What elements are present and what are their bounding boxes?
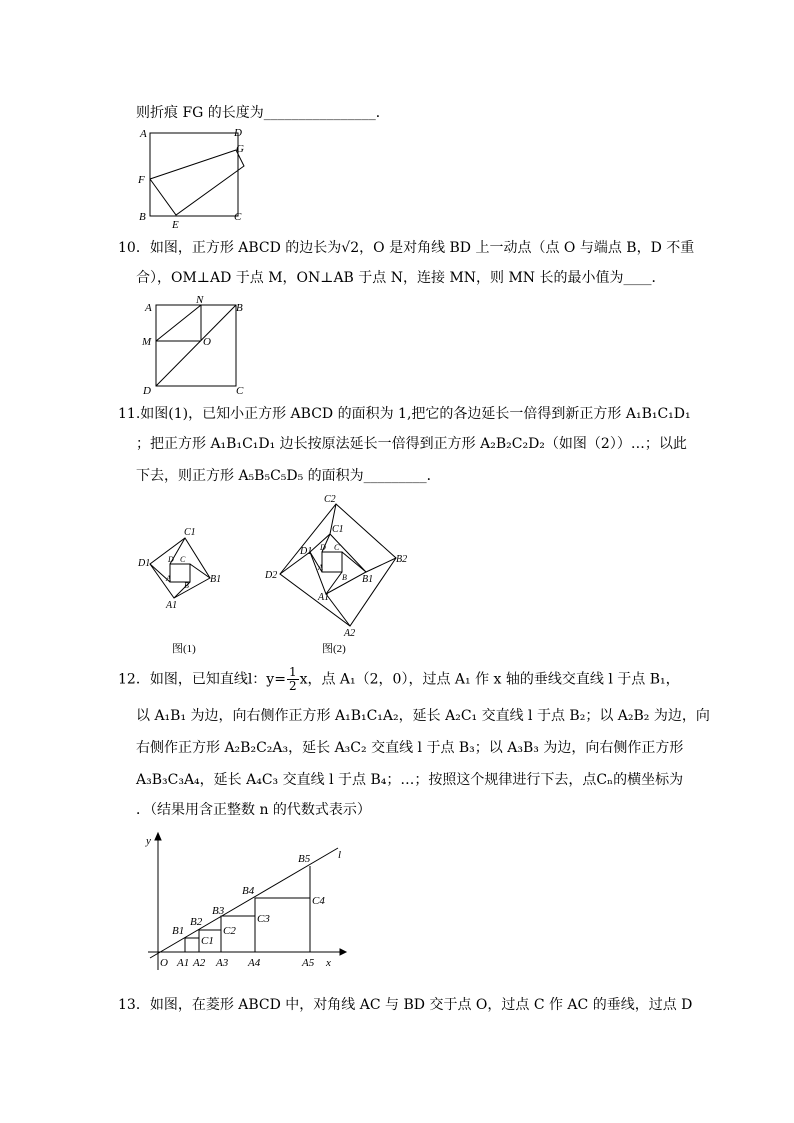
q10-diagonal-bd — [156, 305, 236, 386]
q10-label-o: O — [203, 336, 211, 348]
q11-caption-2: 图(2) — [322, 643, 346, 655]
q12-label-x: x — [326, 957, 331, 969]
q9-label-f: F — [138, 174, 145, 186]
q12-fraction-den: 2 — [288, 679, 297, 693]
q11-f2-label-b: B — [342, 573, 347, 582]
q10-label-b: B — [236, 302, 243, 314]
q11-f1-inner-square — [170, 564, 190, 582]
q11-caption-1: 图(1) — [172, 643, 196, 655]
q9-label-e: E — [172, 219, 179, 231]
q12-label-l: l — [338, 849, 342, 861]
q11-f1-label-a: A — [166, 574, 171, 583]
q11-f1-label-d: D — [168, 555, 174, 564]
q12-figure — [140, 830, 360, 975]
q12-label-a1: A1 — [177, 957, 190, 969]
q12-text-line2: 以 A₁B₁ 为边，向右侧作正方形 A₁B₁C₁A₂，延长 A₂C₁ 交直线 l 于点 B₂；以 A₂B₂ 为边，向 — [136, 708, 710, 724]
q11-f2-outer-square — [280, 504, 396, 626]
q11-f2-label-a2: A2 — [344, 628, 356, 639]
q12-label-c3: C3 — [257, 913, 270, 925]
q11-f2-label-d1: D1 — [300, 546, 313, 557]
q10-text-line2: 合），OM⊥AD 于点 M，ON⊥AB 于点 N，连接 MN，则 MN 长的最小值为____． — [136, 270, 666, 286]
q11-f2-label-c2: C2 — [324, 494, 336, 505]
q12-square-4 — [255, 898, 310, 952]
q10-label-d: D — [143, 385, 151, 397]
q12-label-a2: A2 — [193, 957, 206, 969]
q11-f2-label-b1: B1 — [362, 574, 374, 585]
q12-text-line3: 右侧作正方形 A₂B₂C₂A₃，延长 A₃C₂ 交直线 l 于点 B₃；以 A₃B₃ 为边，向右侧作正方形 — [136, 740, 684, 756]
q11-f2-label-c1: C1 — [332, 524, 344, 535]
q12-label-a4: A4 — [248, 957, 261, 969]
q11-f2-label-d: D — [320, 543, 326, 552]
q12-text-line1-a: 12．如图，已知直线l：y= — [118, 671, 286, 688]
q11-text-line1: 11.如图(1)，已知小正方形 ABCD 的面积为 1,把它的各边延长一倍得到新正方形 A₁B₁C₁D₁ — [118, 406, 691, 422]
q11-f2-label-b2: B2 — [396, 554, 408, 565]
q9-figure — [130, 124, 260, 234]
q12-text-line1-b: x，点 A₁（2，0），过点 A₁ 作 x 轴的垂线交直线 l 于点 B₁， — [299, 671, 680, 688]
q12-label-c4: C4 — [312, 895, 325, 907]
q9-label-d: D — [234, 127, 242, 139]
q10-label-n: N — [196, 294, 204, 306]
q9-label-a: A — [140, 128, 147, 140]
q9-label-g: G — [236, 143, 244, 155]
q12-text-line1 — [118, 666, 680, 693]
q12-label-a5: A5 — [302, 957, 315, 969]
q12-label-b5: B5 — [298, 853, 311, 865]
q12-text-line5: ．（结果用含正整数 n 的代数式表示） — [136, 802, 371, 818]
q11-f1-label-d1: D1 — [138, 558, 151, 569]
q12-square-1 — [185, 938, 199, 952]
q11-f1-label-c: C — [180, 555, 186, 564]
q11-f1-label-c1: C1 — [184, 527, 196, 538]
q13-text-line1: 13．如图，在菱形 ABCD 中，对角线 AC 与 BD 交于点 O，过点 C 作 AC 的垂线，过点 D — [118, 997, 693, 1013]
q11-figure-1 — [130, 520, 240, 660]
q10-label-a: A — [145, 302, 152, 314]
q11-f2-label-c: C — [334, 543, 340, 552]
q9-fold — [150, 150, 244, 215]
q10-text-line1: 10．如图，正方形 ABCD 的边长为√2，O 是对角线 BD 上一动点（点 O 与端点 B，D 不重 — [118, 240, 695, 256]
q10-label-m: M — [142, 336, 152, 348]
q12-fraction-num: 1 — [288, 665, 297, 679]
q11-f2-label-a1: A1 — [318, 592, 330, 603]
q12-label-b3: B3 — [212, 905, 225, 917]
q9-label-b: B — [139, 211, 146, 223]
q12-label-b2: B2 — [190, 916, 203, 928]
q10-figure — [138, 294, 258, 399]
q11-f2-inner-square — [322, 552, 342, 572]
q12-text-line4: A₃B₃C₃A₄，延长 A₄C₃ 交直线 l 于点 B₄；…；按照这个规律进行下去，点Cₙ的横坐标为 — [136, 772, 684, 788]
q10-label-c: C — [236, 385, 244, 397]
q12-fraction — [287, 666, 299, 693]
q11-text-line2: ；把正方形 A₁B₁C₁D₁ 边长按原法延长一倍得到正方形 A₂B₂C₂D₂（如图（2））…；以此 — [136, 436, 687, 452]
q12-label-y: y — [146, 835, 151, 847]
q11-text-line3: 下去，则正方形 A₅B₅C₅D₅ 的面积为_________． — [136, 468, 441, 484]
q11-f2-label-d2: D2 — [265, 570, 278, 581]
q12-label-c2: C2 — [223, 925, 236, 937]
q10-mn — [156, 305, 201, 341]
q12-label-a3: A3 — [216, 957, 229, 969]
q12-label-o: O — [160, 957, 168, 969]
q11-f2-label-a: A — [318, 563, 323, 572]
q11-f1-label-a1: A1 — [166, 600, 178, 611]
q9-text: 则折痕 FG 的长度为________________． — [136, 105, 390, 121]
q11-f1-label-b: B — [184, 581, 189, 590]
q11-figure-2 — [262, 490, 422, 660]
q12-label-b4: B4 — [242, 885, 255, 897]
q11-f1-label-b1: B1 — [210, 574, 222, 585]
q9-label-c: C — [234, 211, 242, 223]
q12-label-b1: B1 — [172, 925, 185, 937]
q12-label-c1: C1 — [201, 935, 214, 947]
